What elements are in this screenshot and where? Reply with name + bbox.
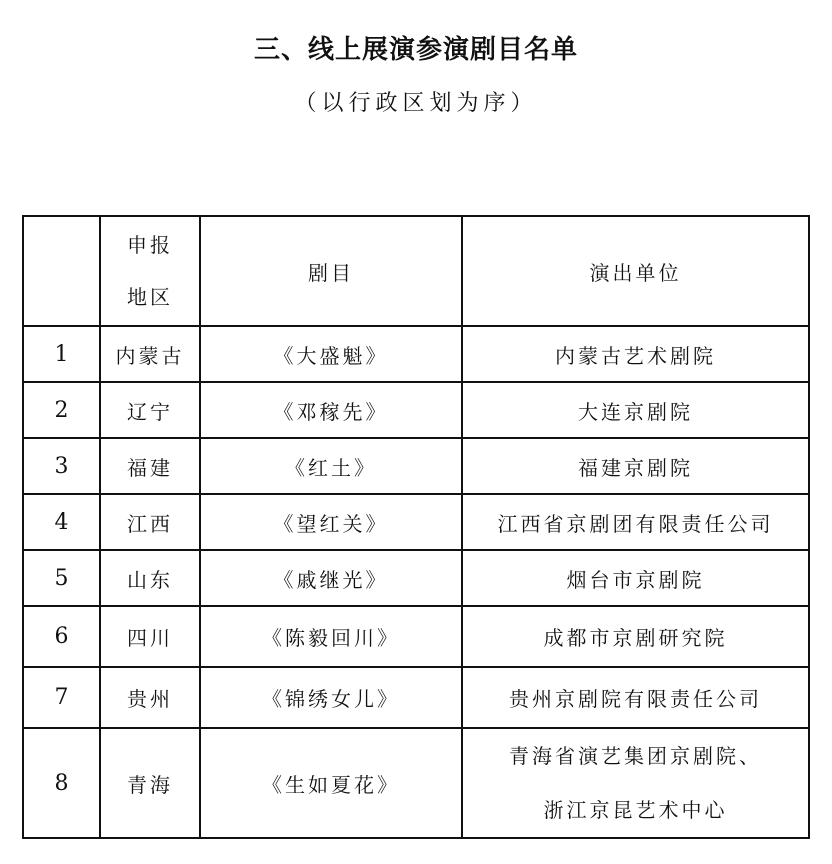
row-unit-line2: 浙江京昆艺术中心 [543, 798, 728, 822]
table-row [23, 606, 809, 667]
row-unit [462, 728, 809, 838]
header-region [100, 216, 200, 326]
row-number: 1 [23, 326, 100, 382]
repertoire-table [22, 215, 810, 839]
row-number: 5 [23, 550, 100, 606]
table-row [23, 550, 809, 606]
row-number: 2 [23, 382, 100, 438]
row-region: 四川 [100, 606, 200, 667]
row-unit: 大连京剧院 [462, 382, 809, 438]
header-number [23, 216, 100, 326]
header-unit: 演出单位 [462, 216, 809, 326]
row-number: 7 [23, 667, 100, 728]
header-region-line2: 地区 [127, 285, 173, 309]
table-row [23, 438, 809, 494]
table-row [23, 728, 809, 838]
row-region: 辽宁 [100, 382, 200, 438]
page-title: 三、线上展演参演剧目名单 [253, 35, 578, 65]
header-region-line1: 申报 [127, 233, 173, 257]
row-unit: 成都市京剧研究院 [462, 606, 809, 667]
table-row [23, 382, 809, 438]
table-row [23, 667, 809, 728]
row-region: 山东 [100, 550, 200, 606]
row-region: 福建 [100, 438, 200, 494]
row-play: 《戚继光》 [200, 550, 462, 606]
page-subtitle: （以行政区划为序） [294, 91, 538, 116]
row-number: 3 [23, 438, 100, 494]
table-row [23, 494, 809, 550]
row-number: 4 [23, 494, 100, 550]
row-unit: 江西省京剧团有限责任公司 [462, 494, 809, 550]
table-row [23, 326, 809, 382]
row-play: 《红土》 [200, 438, 462, 494]
row-play: 《望红关》 [200, 494, 462, 550]
row-play: 《锦绣女儿》 [200, 667, 462, 728]
row-play: 《大盛魁》 [200, 326, 462, 382]
row-unit: 内蒙古艺术剧院 [462, 326, 809, 382]
header-play: 剧目 [200, 216, 462, 326]
row-play: 《生如夏花》 [200, 728, 462, 838]
row-unit: 贵州京剧院有限责任公司 [462, 667, 809, 728]
row-number: 6 [23, 606, 100, 667]
row-number: 8 [23, 728, 100, 838]
row-region: 青海 [100, 728, 200, 838]
row-play: 《邓稼先》 [200, 382, 462, 438]
row-region: 江西 [100, 494, 200, 550]
table-header-row [23, 216, 809, 326]
row-unit: 福建京剧院 [462, 438, 809, 494]
row-region: 贵州 [100, 667, 200, 728]
row-play: 《陈毅回川》 [200, 606, 462, 667]
row-unit: 烟台市京剧院 [462, 550, 809, 606]
row-unit-line1: 青海省演艺集团京剧院、 [509, 744, 762, 768]
row-region: 内蒙古 [100, 326, 200, 382]
